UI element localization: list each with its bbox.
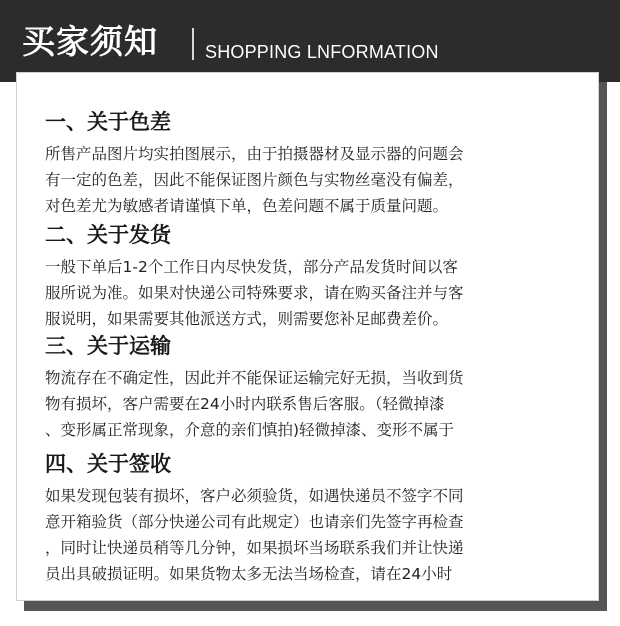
section-line: 对色差尤为敏感者请谨慎下单，色差问题不属于质量问题。 xyxy=(45,197,449,215)
section-title: 一、关于色差 xyxy=(45,110,171,134)
section-line: 一般下单后1-2个工作日内尽快发货，部分产品发货时间以客 xyxy=(45,258,458,276)
section-line: 物有损坏，客户需要在24小时内联系售后客服。（轻微掉漆 xyxy=(45,395,445,413)
section-line: 、变形属正常现象，介意的亲们慎拍)轻微掉漆、变形不属于 xyxy=(45,421,455,439)
section-body xyxy=(45,254,565,332)
section-line: 有一定的色差，因此不能保证图片颜色与实物丝毫没有偏差， xyxy=(45,171,464,189)
section-line: 物流存在不确定性，因此并不能保证运输完好无损，当收到货 xyxy=(45,369,464,387)
section-body xyxy=(45,483,565,587)
section-line: 服说明，如果需要其他派送方式，则需要您补足邮费差价。 xyxy=(45,310,449,328)
header-divider xyxy=(192,28,194,60)
section-line: ，同时让快递员稍等几分钟，如果损坏当场联系我们并让快递 xyxy=(45,539,464,557)
section-body xyxy=(45,365,565,443)
section-line: 所售产品图片均实拍图展示，由于拍摄器材及显示器的问题会 xyxy=(45,145,464,163)
section-line: 意开箱验货（部分快递公司有此规定）也请亲们先签字再检查 xyxy=(45,513,464,531)
section-color-difference xyxy=(45,108,565,219)
section-title: 四、关于签收 xyxy=(45,452,171,476)
section-title: 二、关于发货 xyxy=(45,223,171,247)
page-title: 买家须知 xyxy=(22,22,158,61)
section-line: 服所说为准。如果对快递公司特殊要求，请在购买备注并与客 xyxy=(45,284,464,302)
section-transport xyxy=(45,332,565,443)
section-line: 如果发现包装有损坏，客户必须验货，如遇快递员不签字不同 xyxy=(45,487,464,505)
section-line: 员出具破损证明。如果货物太多无法当场检查，请在24小时 xyxy=(45,565,453,583)
page-subtitle: SHOPPING LNFORMATION xyxy=(205,42,439,62)
section-shipping xyxy=(45,221,565,332)
section-body xyxy=(45,141,565,219)
header-banner xyxy=(0,0,620,82)
section-signing xyxy=(45,450,565,587)
section-title: 三、关于运输 xyxy=(45,334,171,358)
